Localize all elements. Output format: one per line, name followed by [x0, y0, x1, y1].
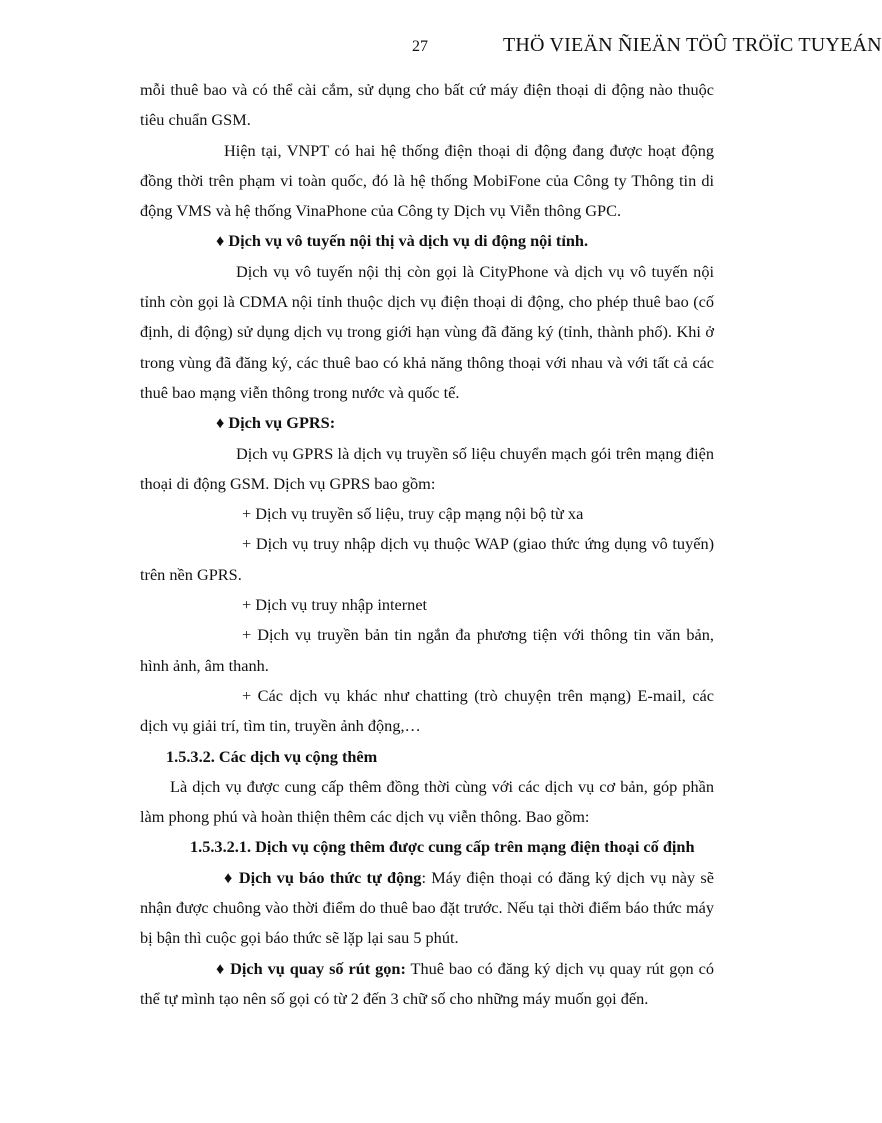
section-heading [140, 742, 714, 772]
subsection-heading [140, 832, 714, 862]
bullet-heading-text: ♦ Dịch vụ GPRS: [216, 413, 336, 433]
subsection-heading-text: 1.5.3.2.1. Dịch vụ cộng thêm được cung cấp trên mạng điện thoại cố định [190, 837, 695, 857]
term-description: Thuê bao có đăng ký dịch vụ quay rút gọn có thể tự mình tạo nên số gọi có từ 2 đến 3 chữ số cho những máy muốn gọi đến. [140, 958, 714, 1008]
list-item: + Dịch vụ truyền số liệu, truy cập mạng nội bộ từ xa [242, 504, 584, 524]
paragraph [140, 954, 714, 1015]
term-label: ♦ Dịch vụ báo thức tự động [224, 867, 422, 887]
bullet-heading [140, 408, 714, 438]
paragraph: Dịch vụ GPRS là dịch vụ truyền số liệu chuyển mạch gói trên mạng điện thoại di động GSM. Dịch vụ GPRS bao gồm: [140, 443, 714, 493]
list-item: + Dịch vụ truy nhập internet [242, 595, 428, 615]
paragraph [140, 863, 714, 954]
bullet-heading [140, 226, 714, 256]
page-number: 27 [412, 38, 428, 55]
document-body [140, 75, 714, 1014]
list-item: + Các dịch vụ khác như chatting (trò chuyện trên mạng) E-mail, các dịch vụ giải trí, tìm tin, truyền ảnh động,… [140, 685, 714, 736]
term-description: : Máy điện thoại có đăng ký dịch vụ này sẽ nhận được chuông vào thời điểm do thuê bao đặt trước. Nếu tại thời điểm báo thức máy bị bận thì cuộc gọi báo thức sẽ lặp lại sau 5 phút. [140, 867, 714, 948]
paragraph: Hiện tại, VNPT có hai hệ thống điện thoại di động đang được hoạt động đồng thời trên phạm vi toàn quốc, đó là hệ thống MobiFone của Công ty Thông tin di động VMS và hệ thống VinaPhone của Công ty Dịch vụ Viễn thông GPC. [140, 140, 714, 221]
header-title: THÖ VIEÄN ÑIEÄN TÖÛ TRÖÏC TUYEÁN [503, 34, 882, 56]
list-item: + Dịch vụ truy nhập dịch vụ thuộc WAP (giao thức ứng dụng vô tuyến) trên nền GPRS. [140, 534, 714, 584]
page-header [0, 34, 882, 64]
paragraph: Dịch vụ vô tuyến nội thị còn gọi là CityPhone và dịch vụ vô tuyến nội tỉnh còn gọi là CDMA nội tỉnh thuộc dịch vụ điện thoại di động, cho phép thuê bao (cố định, di động) sử dụng dịch vụ trong giới hạn vùng đã đăng ký (tỉnh, thành phố). Khi ở trong vùng đã đăng ký, các thuê bao có khả năng thông thoại với nhau và với tất cả các thuê bao mạng viễn thông trong nước và quốc tế. [140, 261, 714, 402]
paragraph: Là dịch vụ được cung cấp thêm đồng thời cùng với các dịch vụ cơ bản, góp phần làm phong phú và hoàn thiện thêm các dịch vụ viễn thông. Bao gồm: [140, 776, 714, 827]
list-item: + Dịch vụ truyền bản tin ngắn đa phương tiện với thông tin văn bản, hình ảnh, âm thanh. [140, 625, 714, 675]
section-heading-text: 1.5.3.2. Các dịch vụ cộng thêm [166, 746, 378, 766]
bullet-heading-text: ♦ Dịch vụ vô tuyến nội thị và dịch vụ di động nội tỉnh. [216, 231, 589, 251]
term-label: ♦ Dịch vụ quay số rút gọn: [216, 958, 406, 978]
paragraph: mỗi thuê bao và có thể cài cắm, sử dụng cho bất cứ máy điện thoại di động nào thuộc tiêu chuẩn GSM. [140, 80, 714, 130]
